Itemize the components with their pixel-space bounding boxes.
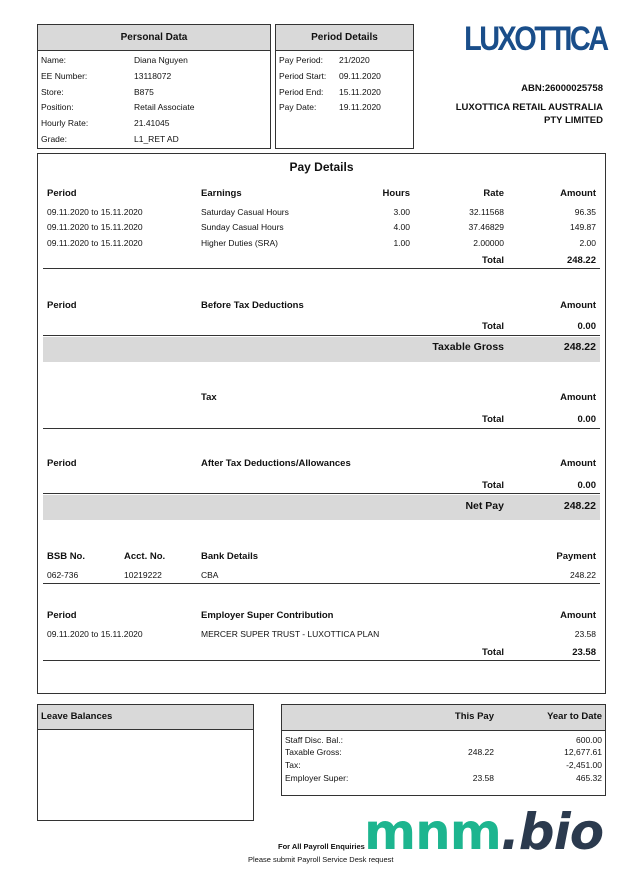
footer-enquiries: For All Payroll Enquiries bbox=[278, 842, 365, 851]
earnings-header-earnings: Earnings bbox=[201, 188, 242, 199]
ytd-row-this-pay: 248.22 bbox=[468, 747, 494, 757]
earnings-header-period: Period bbox=[47, 188, 77, 199]
earnings-row-amount: 96.35 bbox=[574, 207, 596, 217]
before-tax-header-amount: Amount bbox=[560, 300, 596, 311]
super-amount: 23.58 bbox=[574, 629, 596, 639]
ytd-row-label: Tax: bbox=[285, 760, 301, 770]
value-rate: 21.41045 bbox=[134, 118, 170, 128]
bank-header-account: Acct. No. bbox=[124, 551, 166, 562]
earnings-row-period: 09.11.2020 to 15.11.2020 bbox=[47, 238, 143, 248]
earnings-header-amount: Amount bbox=[560, 188, 596, 199]
super-header-amount: Amount bbox=[560, 610, 596, 621]
label-ee: EE Number: bbox=[41, 71, 88, 81]
value-store: B875 bbox=[134, 87, 154, 97]
value-period-end: 15.11.2020 bbox=[339, 87, 381, 97]
earnings-header-hours: Hours bbox=[382, 188, 410, 199]
company-name-line2: PTY LIMITED bbox=[544, 115, 603, 126]
earnings-row-amount: 149.87 bbox=[570, 222, 596, 232]
tax-total-label: Total bbox=[482, 414, 504, 425]
before-tax-total: 0.00 bbox=[577, 321, 596, 332]
before-tax-header-period: Period bbox=[47, 300, 77, 311]
bank-header-details: Bank Details bbox=[201, 551, 259, 562]
company-abn: ABN:26000025758 bbox=[521, 83, 603, 94]
net-pay-value: 248.22 bbox=[563, 500, 596, 512]
super-fund: MERCER SUPER TRUST - LUXOTTICA PLAN bbox=[201, 629, 380, 639]
personal-data-title: Personal Data bbox=[38, 25, 270, 51]
super-period: 09.11.2020 to 15.11.2020 bbox=[47, 629, 143, 639]
value-pay-date: 19.11.2020 bbox=[339, 102, 381, 112]
watermark bbox=[364, 802, 603, 862]
tax-total: 0.00 bbox=[577, 414, 596, 425]
pay-details-title: Pay Details bbox=[289, 160, 354, 174]
footer-service-desk: Please submit Payroll Service Desk request bbox=[248, 855, 394, 864]
leave-balances-box bbox=[37, 704, 254, 821]
earnings-row-rate: 32.11568 bbox=[469, 207, 504, 217]
after-tax-header-deductions: After Tax Deductions/Allowances bbox=[201, 458, 351, 469]
earnings-row-type: Saturday Casual Hours bbox=[201, 207, 289, 217]
label-pay-date: Pay Date: bbox=[279, 102, 317, 112]
before-tax-total-label: Total bbox=[482, 321, 504, 332]
ytd-row-ytd: -2,451.00 bbox=[566, 760, 602, 770]
watermark-part1: mnm bbox=[364, 803, 501, 861]
bank-header-payment: Payment bbox=[556, 551, 596, 562]
earnings-row-period: 09.11.2020 to 15.11.2020 bbox=[47, 207, 143, 217]
value-pay-period: 21/2020 bbox=[339, 55, 370, 65]
earnings-total-label: Total bbox=[482, 255, 504, 266]
taxable-gross-band bbox=[43, 337, 600, 362]
divider bbox=[43, 335, 600, 336]
value-position: Retail Associate bbox=[134, 102, 195, 112]
leave-balances-title: Leave Balances bbox=[38, 705, 253, 730]
tax-header-amount: Amount bbox=[560, 392, 596, 403]
before-tax-header-deductions: Before Tax Deductions bbox=[201, 300, 304, 311]
divider bbox=[43, 493, 600, 494]
earnings-row-amount: 2.00 bbox=[579, 238, 596, 248]
value-ee: 13118072 bbox=[134, 71, 172, 81]
ytd-row-ytd: 12,677.61 bbox=[564, 747, 602, 757]
taxable-gross-label: Taxable Gross bbox=[432, 341, 504, 353]
after-tax-header-period: Period bbox=[47, 458, 77, 469]
super-total: 23.58 bbox=[572, 647, 596, 658]
bank-name: CBA bbox=[201, 570, 219, 580]
label-period-start: Period Start: bbox=[279, 71, 327, 81]
value-name: Diana Nguyen bbox=[134, 55, 188, 65]
earnings-total: 248.22 bbox=[566, 255, 596, 266]
ytd-row-label: Taxable Gross: bbox=[285, 747, 342, 757]
personal-data-box bbox=[37, 24, 271, 149]
ytd-row-ytd: 465.32 bbox=[576, 773, 602, 783]
divider bbox=[43, 660, 600, 661]
after-tax-header-amount: Amount bbox=[560, 458, 596, 469]
earnings-header-rate: Rate bbox=[483, 188, 504, 199]
tax-header: Tax bbox=[201, 392, 217, 403]
divider bbox=[43, 428, 600, 429]
value-period-start: 09.11.2020 bbox=[339, 71, 381, 81]
super-header-contribution: Employer Super Contribution bbox=[201, 610, 334, 621]
label-position: Position: bbox=[41, 102, 74, 112]
earnings-row-period: 09.11.2020 to 15.11.2020 bbox=[47, 222, 143, 232]
super-header-period: Period bbox=[47, 610, 77, 621]
net-pay-label: Net Pay bbox=[465, 500, 504, 512]
earnings-row-type: Sunday Casual Hours bbox=[201, 222, 284, 232]
period-details-title: Period Details bbox=[276, 25, 413, 51]
bank-payment: 248.22 bbox=[570, 570, 596, 580]
label-rate: Hourly Rate: bbox=[41, 118, 89, 128]
earnings-row-type: Higher Duties (SRA) bbox=[201, 238, 278, 248]
ytd-row-label: Employer Super: bbox=[285, 773, 349, 783]
ytd-header-this-pay: This Pay bbox=[454, 711, 494, 722]
ytd-row-ytd: 600.00 bbox=[576, 735, 602, 745]
net-pay-band bbox=[43, 495, 600, 520]
label-store: Store: bbox=[41, 87, 64, 97]
divider bbox=[43, 583, 600, 584]
bank-bsb: 062-736 bbox=[47, 570, 79, 580]
after-tax-total: 0.00 bbox=[577, 480, 596, 491]
super-total-label: Total bbox=[482, 647, 504, 658]
label-name: Name: bbox=[41, 55, 67, 65]
company-name-line1: LUXOTTICA RETAIL AUSTRALIA bbox=[455, 102, 603, 113]
watermark-part2: .bio bbox=[500, 803, 604, 861]
label-period-end: Period End: bbox=[279, 87, 324, 97]
earnings-row-hours: 3.00 bbox=[393, 207, 410, 217]
label-pay-period: Pay Period: bbox=[279, 55, 323, 65]
earnings-row-rate: 2.00000 bbox=[473, 238, 504, 248]
earnings-row-rate: 37.46829 bbox=[468, 222, 504, 232]
company-logo: LUXOTTICA bbox=[464, 20, 607, 58]
earnings-row-hours: 4.00 bbox=[393, 222, 410, 232]
value-grade: L1_RET AD bbox=[134, 134, 179, 144]
earnings-row-hours: 1.00 bbox=[393, 238, 410, 248]
label-grade: Grade: bbox=[41, 134, 67, 144]
bank-account: 10219222 bbox=[124, 570, 162, 580]
after-tax-total-label: Total bbox=[482, 480, 504, 491]
ytd-header-year-to-date: Year to Date bbox=[547, 711, 602, 722]
divider bbox=[43, 268, 600, 269]
ytd-row-label: Staff Disc. Bal.: bbox=[285, 735, 343, 745]
taxable-gross-value: 248.22 bbox=[563, 341, 596, 353]
bank-header-bsb: BSB No. bbox=[47, 551, 85, 562]
ytd-row-this-pay: 23.58 bbox=[472, 773, 494, 783]
